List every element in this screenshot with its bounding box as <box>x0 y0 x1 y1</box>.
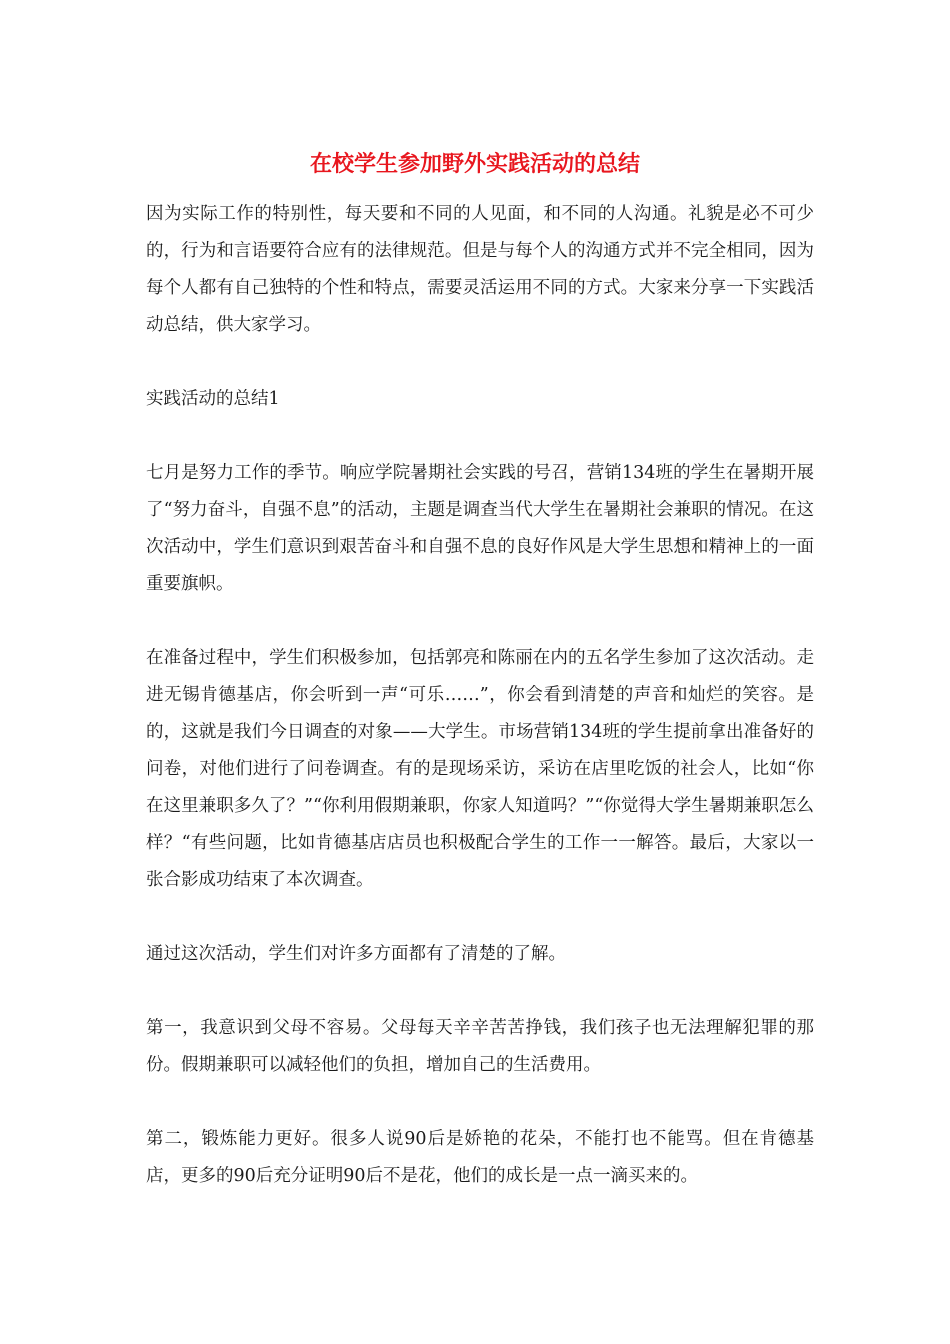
body-paragraph: 第二，锻炼能力更好。很多人说90后是娇艳的花朵，不能打也不能骂。但在肯德基店，更多的90后充分证明90后不是花，他们的成长是一点一滴买来的。 <box>146 1129 814 1186</box>
body-paragraph: 通过这次活动，学生们对许多方面都有了清楚的了解。 <box>146 944 566 964</box>
body-paragraph: 七月是努力工作的季节。响应学院暑期社会实践的号召，营销134班的学生在暑期开展了“努力奋斗，自强不息”的活动，主题是调查当代大学生在暑期社会兼职的情况。在这次活动中，学生们意识到艰苦奋斗和自强不息的良好作风是大学生思想和精神上的一面重要旗帜。 <box>146 463 814 594</box>
body-paragraph: 第一，我意识到父母不容易。父母每天辛辛苦苦挣钱，我们孩子也无法理解犯罪的那份。假期兼职可以减轻他们的负担，增加自己的生活费用。 <box>146 1018 814 1075</box>
intro-paragraph: 因为实际工作的特别性，每天要和不同的人见面，和不同的人沟通。礼貌是必不可少的，行为和言语要符合应有的法律规范。但是与每个人的沟通方式并不完全相同，因为每个人都有自己独特的个性和特点，需要灵活运用不同的方式。大家来分享一下实践活动总结，供大家学习。 <box>146 204 814 335</box>
document-body <box>146 196 814 1232</box>
body-paragraph: 在准备过程中，学生们积极参加，包括郭亮和陈丽在内的五名学生参加了这次活动。走进无锡肯德基店，你会听到一声“可乐……”，你会看到清楚的声音和灿烂的笑容。是的，这就是我们今日调查的对象——大学生。市场营销134班的学生提前拿出准备好的问卷，对他们进行了问卷调查。有的是现场采访，采访在店里吃饭的社会人，比如“你在这里兼职多久了？”“你利用假期兼职，你家人知道吗？”“你觉得大学生暑期兼职怎么样？“有些问题，比如肯德基店店员也积极配合学生的工作一一解答。最后，大家以一张合影成功结束了本次调查。 <box>146 648 814 890</box>
document-title: 在校学生参加野外实践活动的总结 <box>309 152 640 177</box>
section-heading: 实践活动的总结1 <box>146 389 280 409</box>
